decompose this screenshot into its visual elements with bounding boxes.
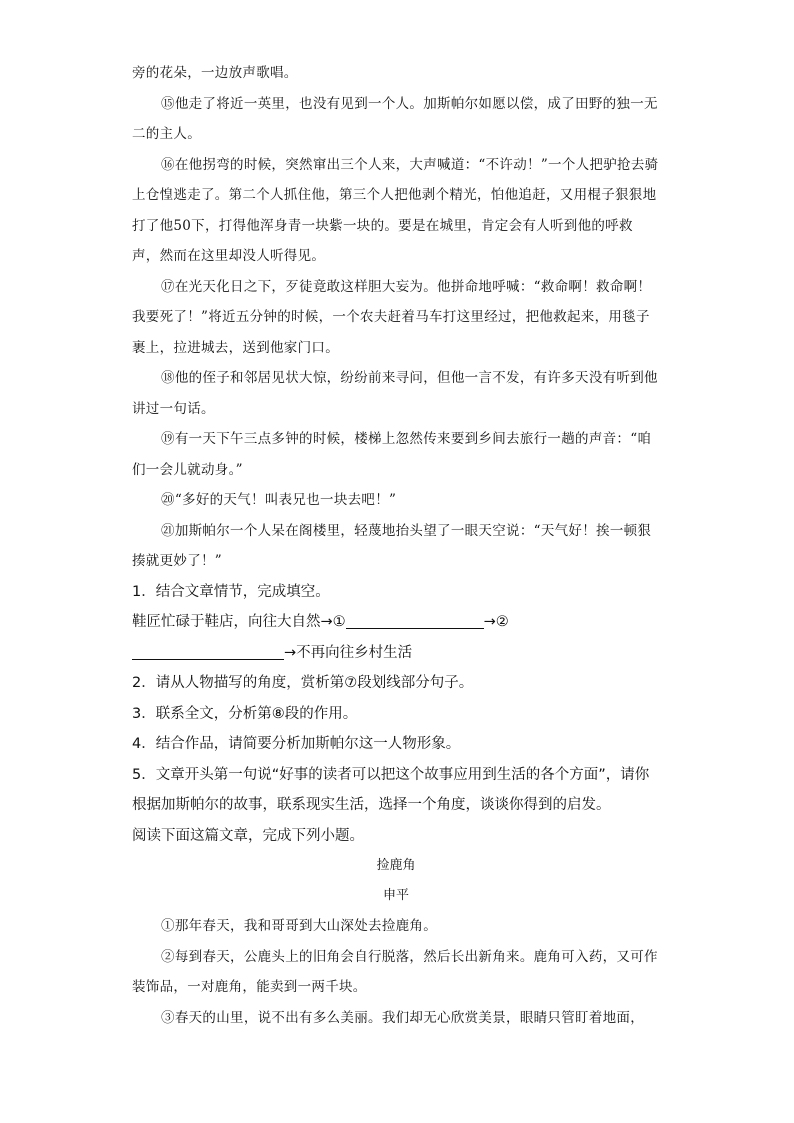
story-paragraph-18: ⑱他的侄子和邻居见状大惊，纷纷前来寻问，但他一言不发，有许多天没有听到他讲过一句话。 bbox=[132, 370, 658, 417]
question-2: 2．请从人物描写的角度，赏析第⑦段划线部分句子。 bbox=[132, 675, 474, 691]
fill-text-start: 鞋匠忙碌于鞋店，向往大自然→① bbox=[132, 614, 346, 630]
story-paragraph-16: ⑯在他拐弯的时候，突然窜出三个人来，大声喊道：“不许动！”一个人把驴抢去骑上仓惶逃走了。第二个人抓住他，第三个人把他剥个精光，怕他追赶，又用棍子狠狠地打了他50下，打得他浑身青一块紫一块的。要是在城里，肯定会有人听到他的呼救声，然而在这里却没人听得见。 bbox=[132, 156, 659, 264]
article-paragraph-1: ①那年春天，我和哥哥到大山深处去捡鹿角。 bbox=[161, 918, 438, 934]
question-5: 5．文章开头第一句说“好事的读者可以把这个故事应用到生活的各个方面”，请你根据加斯帕尔的故事，联系现实生活，选择一个角度，谈谈你得到的启发。 bbox=[132, 766, 650, 813]
article-author: 申平 bbox=[382, 888, 409, 903]
story-paragraph-20: ⑳“多好的天气！叫表兄也一块去吧！” bbox=[161, 492, 397, 508]
answer-blank-2[interactable] bbox=[132, 644, 284, 660]
question-1: 1．结合文章情节，完成填空。 bbox=[132, 583, 330, 600]
article-paragraph-2: ②每到春天，公鹿头上的旧角会自行脱落，然后长出新角来。鹿角可入药，又可作装饰品，一对鹿角，能卖到一两千块。 bbox=[132, 948, 658, 995]
article-title: 捡鹿角 bbox=[376, 858, 416, 873]
question-4: 4．结合作品，请简要分析加斯帕尔这一人物形象。 bbox=[132, 736, 461, 752]
story-paragraph-15: ⑮他走了将近一英里，也没有见到一个人。加斯帕尔如愿以偿，成了田野的独一无二的主人。 bbox=[132, 95, 658, 142]
fill-text-mid: →② bbox=[483, 614, 509, 630]
article-paragraph-3: ③春天的山里，说不出有多么美丽。我们却无心欣赏美景，眼睛只管盯着地面， bbox=[161, 1009, 645, 1026]
story-paragraph-14-end: 旁的花朵，一边放声歌唱。 bbox=[132, 65, 298, 81]
question-1-fill-line bbox=[132, 607, 660, 668]
answer-blank-1[interactable] bbox=[346, 613, 484, 629]
question-3: 3．联系全文，分析第⑧段的作用。 bbox=[132, 705, 358, 722]
document-body bbox=[132, 58, 660, 1033]
reading-instruction: 阅读下面这篇文章，完成下列小题。 bbox=[132, 827, 364, 844]
story-paragraph-17: ⑰在光天化日之下，歹徒竟敢这样胆大妄为。他拼命地呼喊：“救命啊！救命啊！我要死了！”将近五分钟的时候，一个农夫赶着马车打这里经过，把他救起来，用毯子裹上，拉进城去，送到他家门口。 bbox=[132, 278, 652, 356]
story-paragraph-19: ⑲有一天下午三点多钟的时候，楼梯上忽然传来要到乡间去旅行一趟的声音：“咱们一会儿就动身。” bbox=[132, 431, 652, 478]
story-paragraph-21: ㉑加斯帕尔一个人呆在阁楼里，轻蔑地抬头望了一眼天空说：“天气好！挨一顿狠揍就更妙了！” bbox=[132, 522, 652, 569]
fill-text-end: →不再向往乡村生活 bbox=[284, 644, 413, 661]
